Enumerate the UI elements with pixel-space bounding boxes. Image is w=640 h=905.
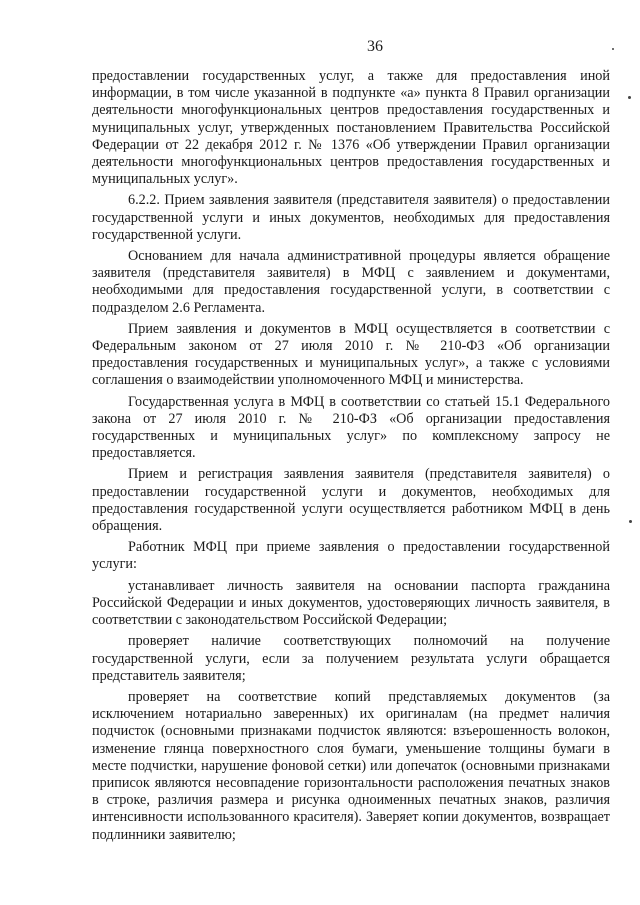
- paragraph-10: проверяет на соответствие копий представляемых документов (за исключением нотариально заверенных) их оригиналам (на предмет наличия подчисток (основными признаками подчисток являются: взъерошенность волокон, изменение глянца поверхностного слоя бумаги, уменьшение толщины бумаги в месте подчистки, нарушение фоновой сетки) или допечаток (основными признаками приписок являются несовпадение горизонтальности расположения печатных знаков в строке, различия размера и рисунка одноименных печатных знаков, различия интенсивности использованного красителя). Заверяет копии документов, возвращает подлинники заявителю;: [92, 688, 610, 843]
- paragraph-8: устанавливает личность заявителя на основании паспорта гражданина Российской Федерации и иных документов, удостоверяющих личность заявителя, в соответствии с законодательством Российской Федерации;: [92, 577, 610, 629]
- scan-speck: [628, 96, 631, 99]
- page-number: 36: [367, 38, 383, 55]
- paragraph-2: 6.2.2. Прием заявления заявителя (представителя заявителя) о предоставлении государственной услуги и иных документов, необходимых для предоставления государственной услуги.: [92, 192, 610, 243]
- scan-speck: [629, 520, 632, 523]
- paragraph-7: Работник МФЦ при приеме заявления о предоставлении государственной услуги:: [92, 539, 610, 573]
- scan-speck: [612, 48, 614, 50]
- paragraph-3: Основанием для начала административной процедуры является обращение заявителя (представителя заявителя) в МФЦ с заявлением и документами, необходимыми для предоставления государственной услуги, в соответствии с подразделом 2.6 Регламента.: [92, 248, 610, 316]
- paragraph-5: Государственная услуга в МФЦ в соответствии со статьей 15.1 Федерального закона от 27 июля 2010 г. № 210-ФЗ «Об организации предоставления государственных и муниципальных услуг» по комплексному запросу не предоставляется.: [92, 393, 610, 462]
- paragraph-4: Прием заявления и документов в МФЦ осуществляется в соответствии с Федеральным законом от 27 июля 2010 г. № 210-ФЗ «Об организации предоставления государственных и муниципальных услуг», а также с условиями соглашения о взаимодействии уполномоченного МФЦ и министерства.: [92, 320, 610, 389]
- paragraph-6: Прием и регистрация заявления заявителя (представителя заявителя) о предоставлении государственной услуги и документов, необходимых для предоставления государственной услуги осуществляется работником МФЦ в день обращения.: [92, 466, 610, 535]
- paragraph-1: предоставлении государственных услуг, а также для предоставления иной информации, в том числе указанной в подпункте «а» пункта 8 Правил организации деятельности многофункциональных центров предоставления государственных и муниципальных услуг, утвержденных постановлением Правительства Российской Федерации от 22 декабря 2012 г. № 1376 «Об утверждении Правил организации деятельности многофункциональных центров предоставления государственных и муниципальных услуг».: [92, 68, 610, 188]
- paragraph-9: проверяет наличие соответствующих полномочий на получение государственной услуги, если за получением результата услуги обращается представитель заявителя;: [92, 633, 610, 684]
